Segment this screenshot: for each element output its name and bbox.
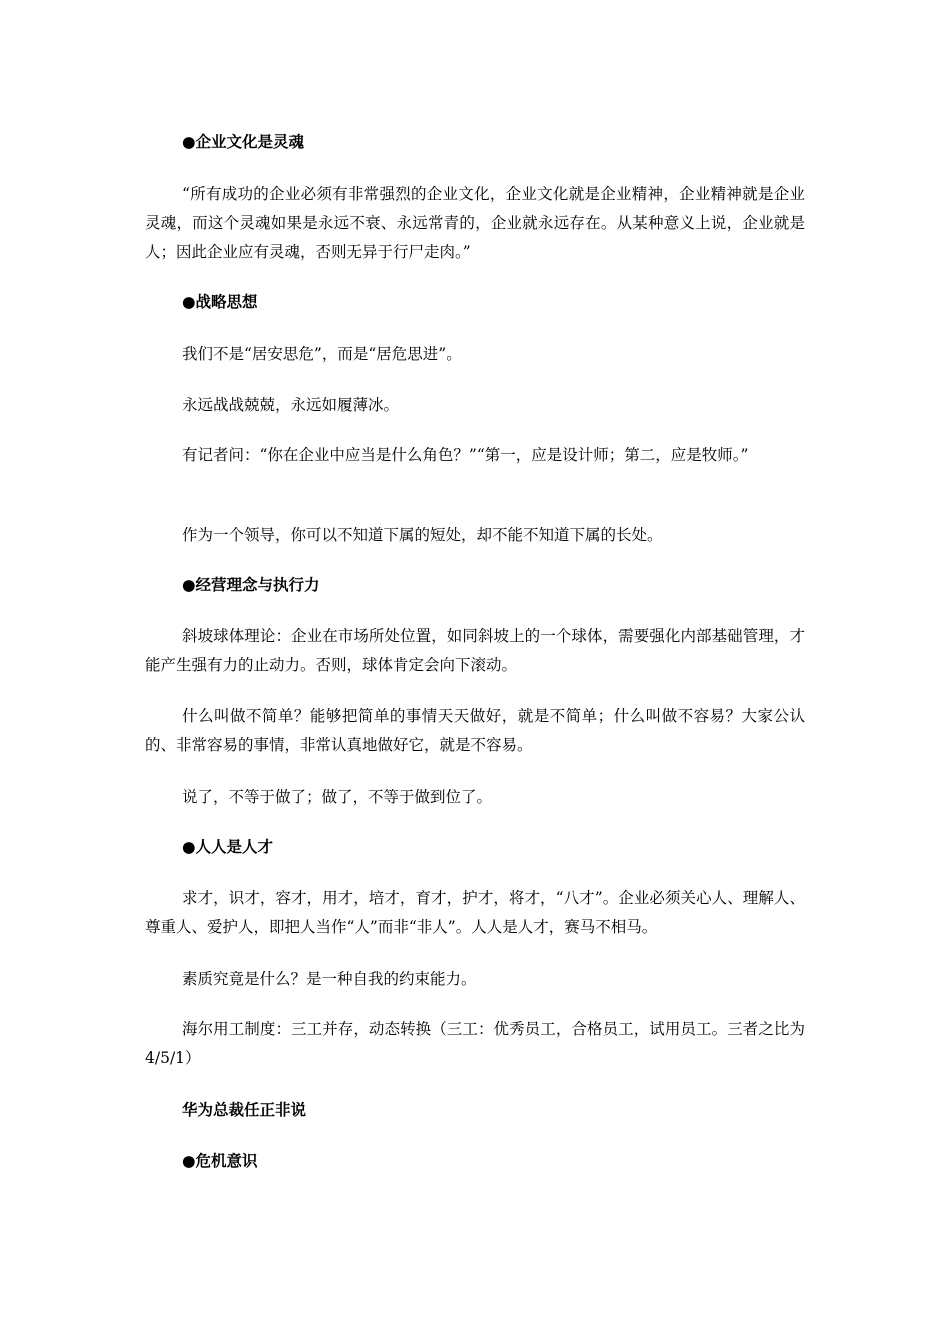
- paragraph-corporate-culture: “所有成功的企业必须有非常强烈的企业文化，企业文化就是企业精神，企业精神就是企业灵魂，而这个灵魂如果是永远不衰、永远常青的，企业就永远存在。从某种意义上说，企业就是人；因此企业应有灵魂，否则无异于行尸走肉。”: [145, 185, 805, 261]
- section-heading-talent: ●人人是人才: [182, 838, 274, 856]
- paragraph-management-2: 什么叫做不简单？能够把简单的事情天天做好，就是不简单；什么叫做不容易？大家公认的、非常容易的事情，非常认真地做好它，就是不容易。: [145, 707, 805, 754]
- paragraph-strategy-4: 作为一个领导，你可以不知道下属的短处，却不能不知道下属的长处。: [182, 526, 663, 544]
- section-heading-crisis: ●危机意识: [182, 1152, 258, 1170]
- section-heading-strategy: ●战略思想: [182, 293, 258, 311]
- paragraph-talent-2: 素质究竟是什么？是一种自我的约束能力。: [182, 970, 477, 988]
- paragraph-management-1: 斜坡球体理论：企业在市场所处位置，如同斜坡上的一个球体，需要强化内部基础管理，才能产生强有力的止动力。否则，球体肯定会向下滚动。: [145, 627, 805, 674]
- paragraph-strategy-2: 永远战战兢兢，永远如履薄冰。: [182, 396, 400, 414]
- part-title: 华为总裁任正非说: [182, 1101, 307, 1119]
- section-heading-management: ●经营理念与执行力: [182, 576, 320, 594]
- section-heading-corporate-culture: ●企业文化是灵魂: [182, 133, 305, 151]
- paragraph-strategy-1: 我们不是“居安思危”，而是“居危思进”。: [182, 345, 462, 363]
- paragraph-management-3: 说了，不等于做了；做了，不等于做到位了。: [182, 788, 493, 806]
- paragraph-talent-1: 求才，识才，容才，用才，培才，育才，护才，将才，“八才”。企业必须关心人、理解人、尊重人、爱护人，即把人当作“人”而非“非人”。人人是人才，赛马不相马。: [145, 889, 805, 936]
- paragraph-strategy-3: 有记者问：“你在企业中应当是什么角色？”“第一，应是设计师；第二，应是牧师。”: [182, 446, 749, 464]
- paragraph-talent-3: 海尔用工制度：三工并存，动态转换（三工：优秀员工，合格员工，试用员工。三者之比为 4/5/1）: [145, 1020, 805, 1067]
